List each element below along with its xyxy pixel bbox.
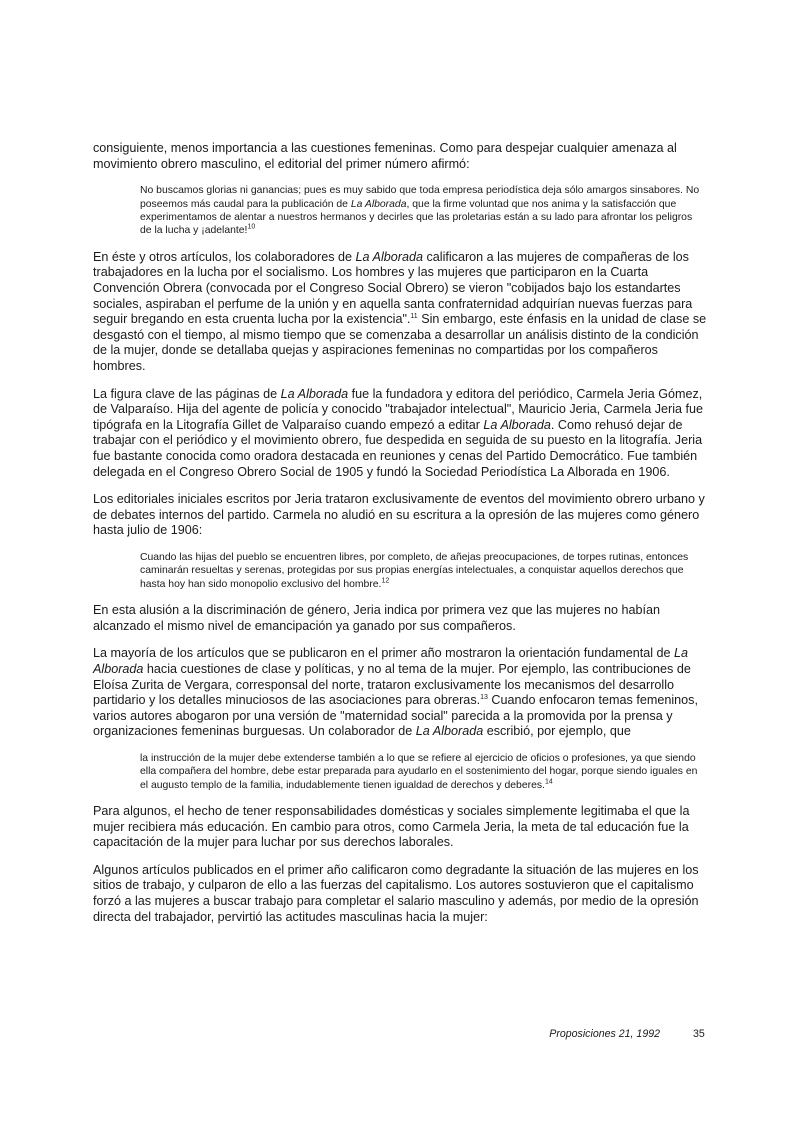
footnote-marker: 14 — [544, 778, 553, 786]
text-run: Para algunos, el hecho de tener responsabilidades domésticas y sociales simplemente legitimaba el que la mujer recibiera más educación. En cambio para otros, como Carmela Jeria, la meta de tal educación fue la capacitación de la mujer para luchar por sus derechos laborales. — [93, 804, 690, 850]
text-run: En éste y otros artículos, los colaboradores de — [93, 249, 356, 264]
text-run: Cuando las hijas del pueblo se encuentren libres, por completo, de añejas preocupaciones, de torpes rutinas, entonces caminarán resueltas y serenas, protegidas por sus propias energías intelectuales, a conquistar aquellos derechos que hasta hoy han sido monopolio exclusivo del hombre. — [140, 551, 689, 590]
quote-text — [140, 551, 700, 591]
body-paragraph — [93, 863, 708, 925]
block-quote — [93, 184, 700, 238]
italic-title: La Alborada — [415, 724, 484, 739]
page-number: 35 — [693, 1028, 705, 1040]
italic-title: La Alborada — [350, 198, 407, 210]
journal-citation: Proposiciones 21, 1992 — [549, 1028, 660, 1040]
body-paragraph — [93, 387, 708, 481]
text-run: La figura clave de las páginas de — [93, 386, 281, 401]
footnote-marker: 11 — [410, 313, 418, 320]
text-run: consiguiente, menos importancia a las cuestiones femeninas. Como para despejar cualquier amenaza al movimiento obrero masculino, el editorial del primer número afirmó: — [93, 141, 677, 171]
text-run: No buscamos glorias ni ganancias; pues es muy sabido que toda empresa periodística deja sólo amargos sinsabores. No poseemos más caudal para la publicación de — [140, 185, 700, 210]
body-paragraph — [93, 250, 708, 375]
footnote-marker: 13 — [480, 693, 488, 701]
body-paragraph — [93, 141, 708, 172]
quote-text — [140, 752, 700, 792]
text-run: Cuando enfocaron temas femeninos, varios autores abogaron por una versión de "maternidad social" parecida a la promovida por la prensa y organizaciones femeninas burguesas. Un colaborador de — [93, 693, 698, 739]
page-content — [93, 141, 708, 937]
text-run: la instrucción de la mujer debe extenderse también a lo que se refiere al ejercicio de oficios o profesiones, ya que siendo ella compañera del hombre, debe estar preparada para ayudarlo en el sostenimiento del hogar, porque siendo iguales en el augusto templo de la familia, indudablemente tienen igualdad de derechos y deberes. — [140, 752, 698, 791]
text-run: Sin embargo, este énfasis en la unidad de clase se desgastó con el tiempo, al mismo tiempo que se comenzaba a desarrollar un análisis distinto de la condición de la mujer, donde se detallaba quejas y aspiraciones femeninas no compartidas por los compañeros hombres. — [93, 312, 707, 373]
text-run: Algunos artículos publicados en el primer año calificaron como degradante la situación de las mujeres en los sitios de trabajo, y culparon de ello a las fuerzas del capitalismo. Los autores sostuvieron que el capitalismo forzó a las mujeres a buscar trabajo para completar el salario masculino y además, por medio de la opresión directa del trabajador, pervirtió las actitudes masculinas hacia la mujer: — [93, 862, 699, 924]
block-quote — [93, 551, 700, 591]
text-run: La mayoría de los artículos que se publicaron en el primer año mostraron la orientación fundamental de — [93, 646, 675, 661]
text-run: , que la firme voluntad que nos anima y la satisfacción que experimentamos de alentar a nuestros hermanos y decirles que las proletarias están a su lado para afrontar los peligros de la lucha y ¡adelante! — [140, 198, 693, 237]
italic-title: La Alborada — [483, 417, 551, 432]
text-run: fue la fundadora y editora del periódico, Carmela Jeria Gómez, de Valparaíso. Hija del agente de policía y conocido "trabajador intelectual", Mauricio Jeria, Carmela Jeria fue tipógrafa en la Litografía Gillet de Valparaíso cuando empezó a editar — [93, 386, 704, 432]
block-quote — [93, 752, 700, 792]
italic-title: La Alborada — [355, 249, 423, 264]
text-run: . Como rehusó dejar de trabajar con el periódico y el movimiento obrero, fue despedida en seguida de su puesto en la litografía. Jeria fue bastante conocida como oradora destacada en reuniones y cenas del Partido Democrático. Fue también delegada en el Congreso Obrero Social de 1905 y fundó la Sociedad Periodística La Alborada en 1906. — [93, 417, 703, 479]
body-paragraph — [93, 646, 708, 740]
body-paragraph — [93, 804, 708, 851]
text-run: hacia cuestiones de clase y políticas, y no al tema de la mujer. Por ejemplo, las contribuciones de Eloísa Zurita de Vergara, corresponsal del norte, trataron exclusivamente los mecanismos del desarrollo partidario y los detalles minuciosos de las asociaciones para obreras. — [93, 661, 691, 708]
text-run: calificaron a las mujeres de compañeras de los trabajadores en la lucha por el socialismo. Los hombres y las mujeres que participaron en la Cuarta Convención Obrera (convocada por el Congreso Social Obrero) se vieron "cobijados bajo los estandartes sociales, aspiraban el perfume de la unión y en aquella santa confraternidad adquirían nuevas fuerzas para seguir bregando en esta cruenta lucha por la existencia". — [93, 249, 693, 327]
footnote-marker: 10 — [247, 223, 256, 231]
footnote-marker: 12 — [381, 577, 390, 585]
text-run: En esta alusión a la discriminación de género, Jeria indica por primera vez que las mujeres no habían alcanzado el mismo nivel de emancipación ya ganado por sus compañeros. — [93, 603, 661, 633]
text-run: escribió, por ejemplo, que — [483, 724, 631, 739]
italic-title: La Alborada — [93, 646, 689, 676]
body-paragraph — [93, 492, 708, 539]
text-run: Los editoriales iniciales escritos por Jeria trataron exclusivamente de eventos del movimiento obrero urbano y de debates internos del partido. Carmela no aludió en su escritura a la opresión de las mujeres como género hasta julio de 1906: — [93, 492, 705, 538]
quote-text — [140, 184, 700, 238]
italic-title: La Alborada — [280, 386, 349, 401]
body-paragraph — [93, 603, 708, 634]
